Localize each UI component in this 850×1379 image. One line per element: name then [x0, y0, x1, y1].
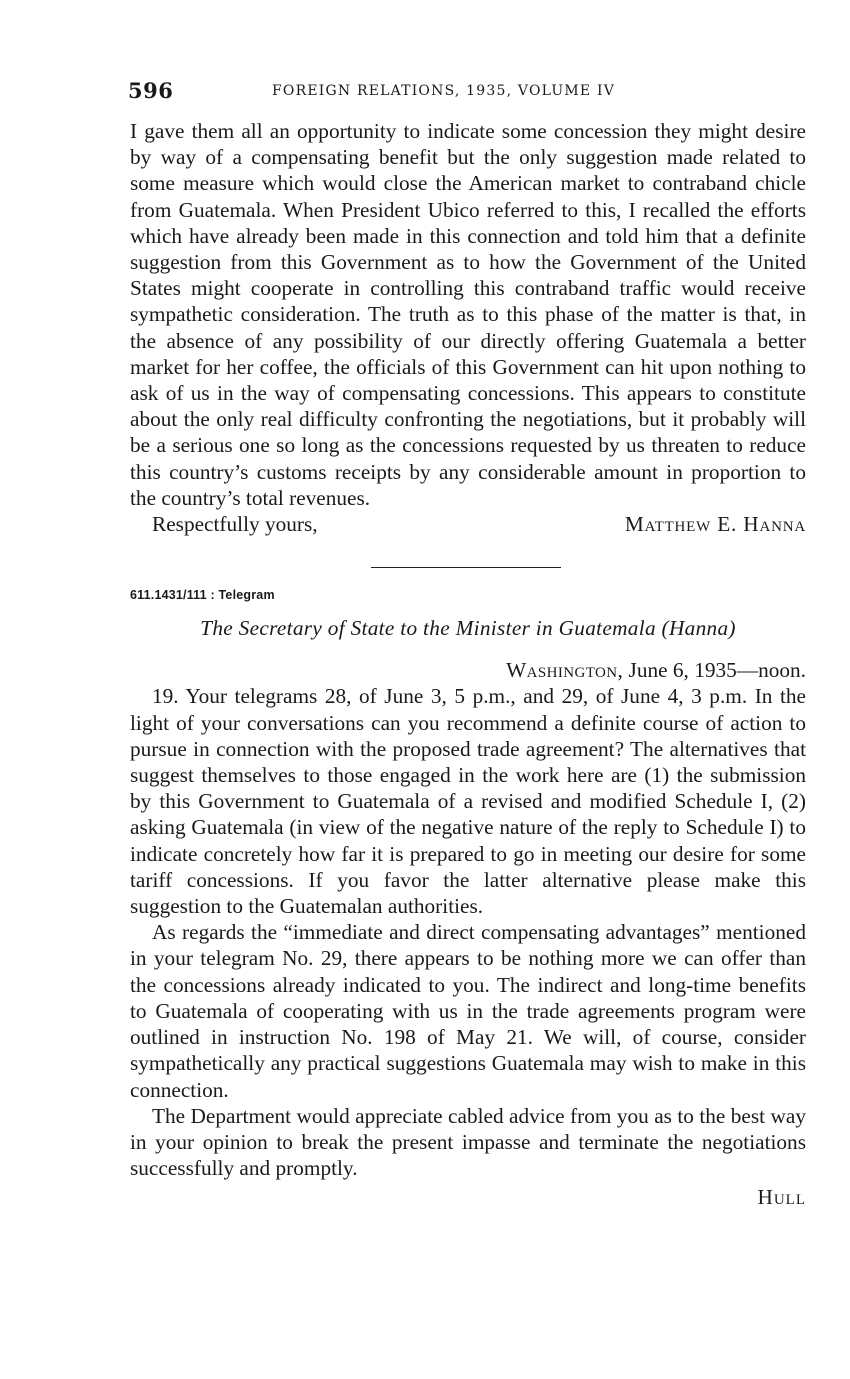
running-header — [130, 78, 806, 108]
telegram-signature: Hull — [757, 1185, 806, 1210]
dateline-date: June 6, 1935—noon. — [628, 658, 806, 683]
letter-closing — [152, 511, 806, 537]
document-title: The Secretary of State to the Minister in Guatemala (Hanna) — [200, 616, 736, 641]
letter-signature: Matthew E. Hanna — [624, 512, 806, 537]
dateline-place: Washington, — [506, 658, 624, 683]
file-reference: 611.1431/111 : Telegram — [130, 588, 275, 603]
running-title: FOREIGN RELATIONS, 1935, VOLUME IV — [272, 83, 616, 99]
telegram-paragraph: The Department would appreciate cabled advice from you as to the best way in your opinion to break the present impasse and terminate the negotiations successfully and promptly. — [130, 1103, 806, 1181]
closing-salutation: Respectfully yours, — [152, 512, 318, 537]
page-number: 596 — [128, 78, 174, 103]
telegram-paragraph: As regards the “immediate and direct compensating advantages” mentioned in your telegram No. 29, there appears to be nothing more we can offer than the concessions already indicated to you. The indirect and long-time benefits to Guatemala of cooperating with us in the trade agreements program were outlined in instruction No. 198 of May 21. We will, of course, consider sympathetically any practical suggestions Guatemala may wish to make in this connection. — [130, 920, 806, 1102]
telegram-paragraph: 19. Your telegrams 28, of June 3, 5 p.m., and 29, of June 4, 3 p.m. In the light of your conversations can you recommend a definite course of action to pursue in connection with the proposed trade agreement? The alternatives that suggest themselves to those engaged in the work here are (1) the submission by this Government to Guatemala of a revised and modified Schedule I, (2) asking Guatemala (in view of the negative nature of the reply to Schedule I) to indicate concretely how far it is prepared to go in meeting our desire for some tariff concessions. If you favor the latter alternative please make this suggestion to the Guatemalan authorities. — [130, 684, 806, 919]
letter-paragraph: I gave them all an opportunity to indicate some concession they might desire by way of a compensating benefit but the only suggestion made related to some measure which would close the American market to contraband chicle from Guatemala. When President Ubico referred to this, I recalled the efforts which have already been made in this connection and told him that a definite suggestion from this Government as to how the Government of the United States might cooperate in controlling this contraband traffic would receive sympathetic consideration. The truth as to this phase of the matter is that, in the absence of any possibility of our directly offering Guatemala a better market for her coffee, the officials of this Government can hit upon nothing to ask of us in the way of compensating concessions. This appears to constitute about the only real difficulty confronting the negotiations, but it probably will be a serious one so long as the concessions requested by us threaten to reduce this country’s customs receipts by any considerable amount in proportion to the country’s total revenues. — [130, 119, 806, 510]
dateline — [130, 657, 806, 683]
section-divider — [371, 567, 561, 568]
document-page — [130, 78, 806, 1210]
